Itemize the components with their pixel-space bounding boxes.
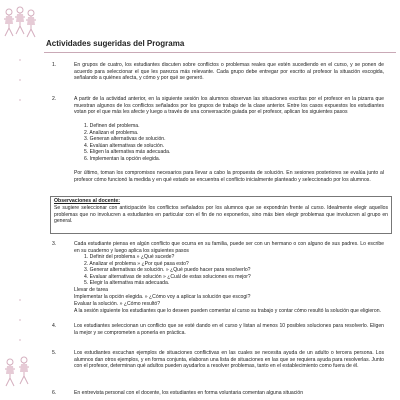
page-title: Actividades sugeridas del Programa <box>46 39 185 48</box>
observations-title: Observaciones al docente: <box>54 198 121 204</box>
step-item: 1. Definen del problema. <box>84 123 140 129</box>
homework-item: Implementar la opción elegida. » ¿Cómo voy a aplicar la solución que escogí? <box>74 294 251 300</box>
item-text: Los estudiantes seleccionan un conflicto que se esté dando en el curso y listan al menos 10 posibles soluciones para resolverlo. Eligen la mejor y se comprometen a ponerla en práctica. <box>74 323 384 336</box>
step-item: 6. Implementan la opción elegida. <box>84 155 161 162</box>
steps-list <box>84 254 374 287</box>
steps-list <box>84 123 374 163</box>
item-number: 1. <box>52 62 57 68</box>
item-number: 4. <box>52 323 57 329</box>
item-closing: A la sesión siguiente los estudiantes que lo deseen pueden comentar al curso su trabajo y contar cómo resultó la solución que eligieron. <box>74 308 381 314</box>
item-text: A partir de la actividad anterior, en la siguiente sesión los alumnos observan las situaciones escritas por el profesor en la pizarra que muestran algunos de los conflictos señalados por los grupos de trabajo de la clase anterior. Entre los casos expuestos los estudiantes votan por el que más les afecte y luego a través de una conversación guiada por el profesor, aplican los siguientes pasos <box>74 96 384 116</box>
step-item: 1. Definir del problema » ¿Qué sucede? <box>84 254 175 260</box>
homework-label: Llevar de tarea <box>74 287 108 293</box>
step-item: 4. Evalúan alternativas de solución. <box>84 142 165 149</box>
step-item: 2. Analizan el problema. <box>84 129 139 136</box>
step-item: 5. Eligen la alternativa más adecuada. <box>84 149 171 156</box>
homework-item: Evaluar la solución. » ¿Cómo resultó? <box>74 301 161 307</box>
step-item: 3. Generan alternativas de solución. <box>84 136 166 143</box>
item-text: En grupos de cuatro, los estudiantes discuten sobre conflictos o problemas reales que estén sucediendo en el curso, y se ponen de acuerdo para seleccionar el que les parezca más relevante. Cada grupo debe entregar por escrito al profesor la situación escogida, señalando a quiénes afecta, y cómo y por qué se generó. <box>74 62 384 82</box>
document-page <box>44 0 396 400</box>
teacher-observations-box <box>50 196 392 234</box>
item-number: 3. <box>52 241 57 247</box>
item-number: 6. <box>52 390 57 396</box>
item-text: Cada estudiante piensa en algún conflicto que ocurra en su familia, puede ser con un hermano o con alguno de sus padres. Lo escribe en su cuaderno y luego aplica los siguientes pasos <box>74 241 384 254</box>
step-item: 2. Analizar el problema » ¿Por qué pasa esto? <box>84 260 189 267</box>
title-divider <box>44 52 396 53</box>
item-number: 5. <box>52 350 57 356</box>
children-illustration-icon <box>0 0 40 400</box>
sidebar-decoration <box>0 0 40 400</box>
item-text: En entrevista personal con el docente, los estudiantes en forma voluntaria comentan alguna situación <box>74 390 304 396</box>
step-item: 4. Evaluar alternativas de solución » ¿Cuál de estas soluciones es mejor? <box>84 273 251 280</box>
item-number: 2. <box>52 96 57 102</box>
item-text: Los estudiantes escuchan ejemplos de situaciones conflictivas en las cuales se necesita ayuda de un adulto o tercera persona. Los alumnos dan otros ejemplos, y en forma conjunta, elaboran una lista de situaciones en las que se requiera ayuda para resolverlas. Junto con el profesor, determinan qué adultos pueden ayudarlos a resolver problemas, tanto en el establecimiento como fuera de él. <box>74 350 384 370</box>
step-item: 5. Elegir la alternativa más adecuada. <box>84 280 170 287</box>
item-closing: Por último, toman los compromisos necesarios para llevar a cabo la propuesta de solución. En sesiones posteriores se evalúa junto al profesor cómo funcionó la medida y en qué estado se encuentra el conflicto inicialmente planteado y seleccionado por los alumnos. <box>74 170 384 183</box>
observations-text: Se sugiere seleccionar con anticipación los conflictos señalados por los alumnos que se expondrán frente al curso. Idealmente elegir aquellos problemas que no involucren a estudiantes en particular con el fin de no exponerlos, sino más bien elegir problemas que involucren al grupo en general. <box>54 205 388 225</box>
step-item: 3. Generar alternativas de solución. » ¿Qué puedo hacer para resolverlo? <box>84 267 251 274</box>
